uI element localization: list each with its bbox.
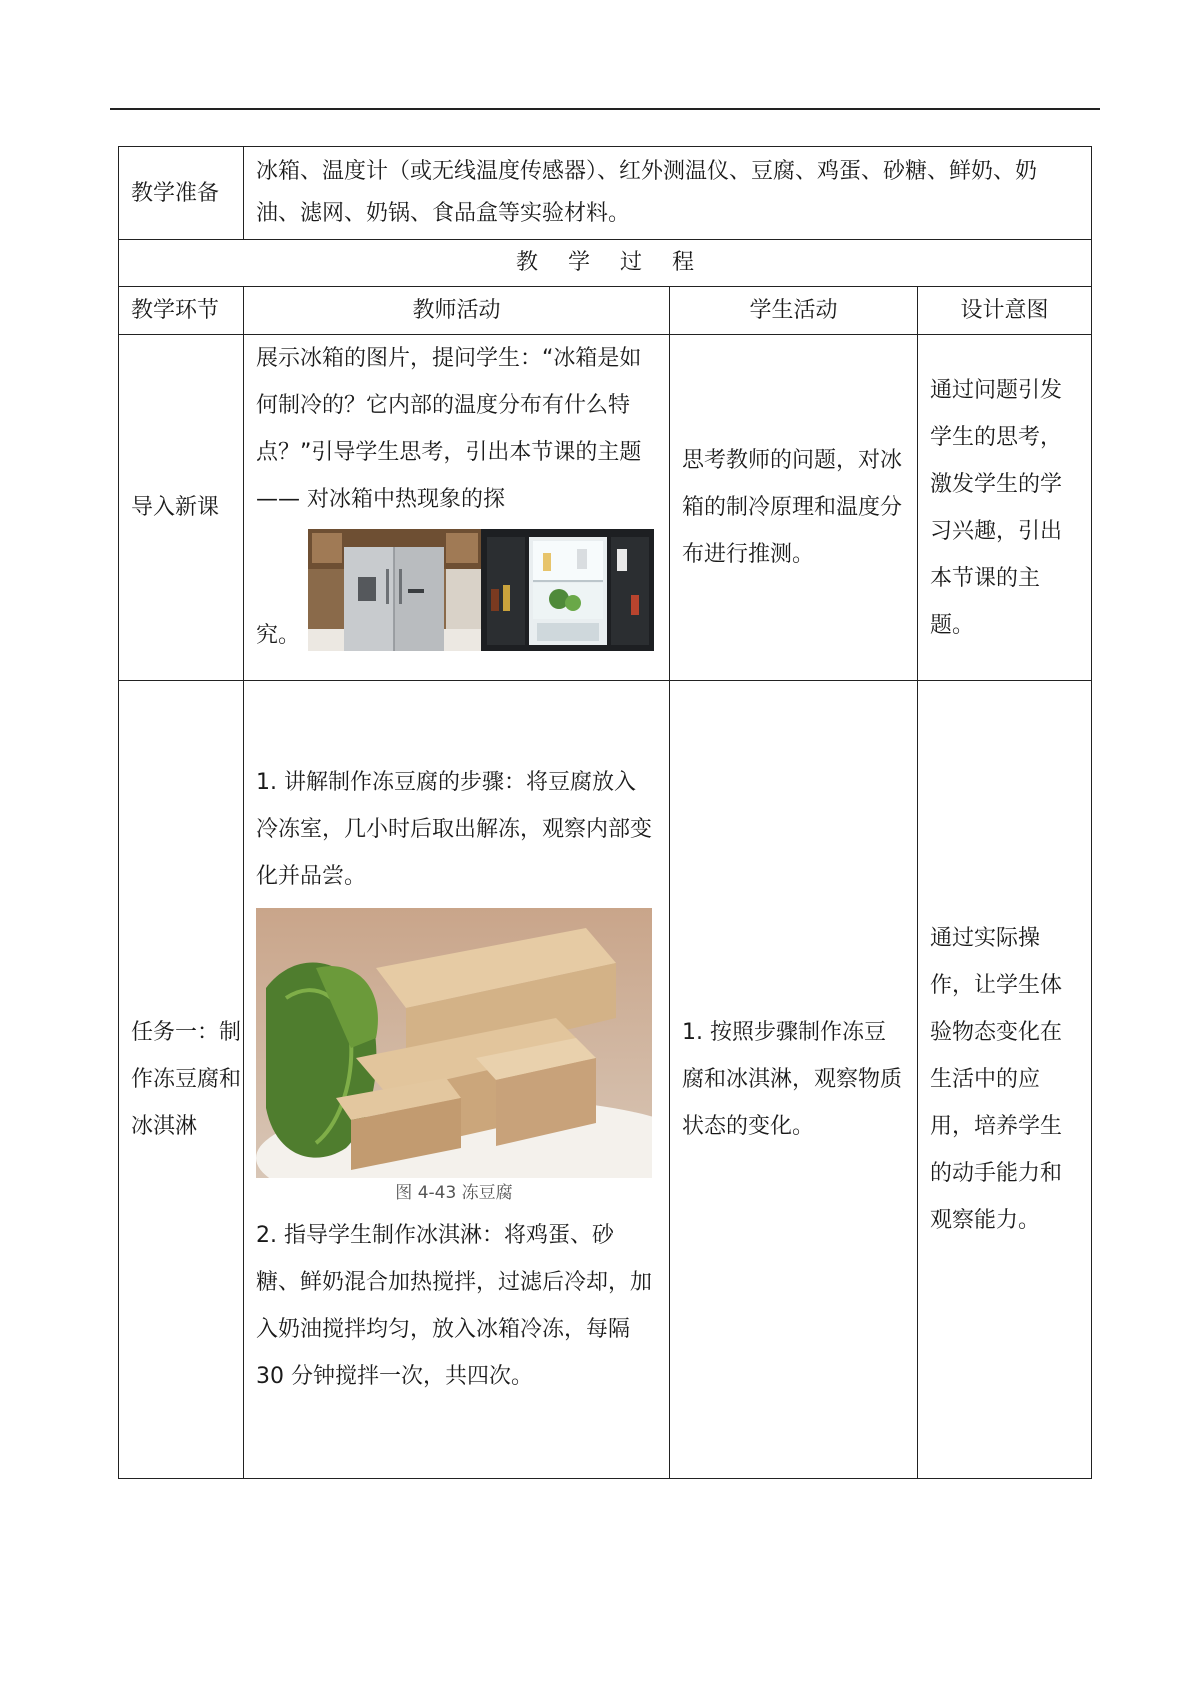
fridge-closed-image	[308, 529, 481, 651]
student-activity-task1: 1. 按照步骤制作冻豆腐和冰淇淋，观察物质状态的变化。	[670, 681, 918, 1479]
teacher-activity-intro	[244, 335, 670, 681]
process-title-row	[119, 240, 1092, 287]
col-head-stage: 教学环节	[119, 287, 244, 335]
teacher-intro-tail: 究。	[256, 623, 301, 648]
column-header-row	[119, 287, 1092, 335]
process-title: 教学过程	[119, 240, 1092, 287]
teacher-intro-text: 展示冰箱的图片，提问学生：“冰箱是如何制冷的？它内部的温度分布有什么特点？”引导学生思考，引出本节课的主题 —— 对冰箱中热现象的探	[256, 346, 642, 512]
prep-label: 教学准备	[119, 147, 244, 240]
header-rule	[110, 108, 1100, 110]
teacher-step1: 1. 讲解制作冻豆腐的步骤：将豆腐放入冷冻室，几小时后取出解冻，观察内部变化并品尝。	[256, 770, 653, 889]
stage-task1: 任务一：制作冻豆腐和冰淇淋	[119, 681, 244, 1479]
col-head-teacher: 教师活动	[244, 287, 670, 335]
design-intent-task1: 通过实际操作，让学生体验物态变化在生活中的应用，培养学生的动手能力和观察能力。	[918, 681, 1092, 1479]
student-activity-intro: 思考教师的问题，对冰箱的制冷原理和温度分布进行推测。	[670, 335, 918, 681]
stage-intro: 导入新课	[119, 335, 244, 681]
prep-content: 冰箱、温度计（或无线温度传感器）、红外测温仪、豆腐、鸡蛋、砂糖、鲜奶、奶油、滤网、奶锅、食品盒等实验材料。	[244, 147, 1092, 240]
col-head-intent: 设计意图	[918, 287, 1092, 335]
frozen-tofu-image	[256, 908, 652, 1178]
teacher-step2: 2. 指导学生制作冰淇淋：将鸡蛋、砂糖、鲜奶混合加热搅拌，过滤后冷却，加入奶油搅拌均匀，放入冰箱冷冻，每隔 30 分钟搅拌一次，共四次。	[256, 1223, 653, 1389]
teacher-activity-task1	[244, 681, 670, 1479]
frozen-tofu-figure	[256, 908, 657, 1208]
fridge-figure	[256, 529, 657, 651]
col-head-student: 学生活动	[670, 287, 918, 335]
figure-caption: 图 4-43 冻豆腐	[395, 1183, 513, 1203]
prep-row	[119, 147, 1092, 240]
fridge-open-image	[481, 529, 654, 651]
lesson-plan-table	[118, 146, 1092, 1479]
design-intent-intro: 通过问题引发学生的思考，激发学生的学习兴趣，引出本节课的主题。	[918, 335, 1092, 681]
table-row-intro	[119, 335, 1092, 681]
table-row-task1	[119, 681, 1092, 1479]
